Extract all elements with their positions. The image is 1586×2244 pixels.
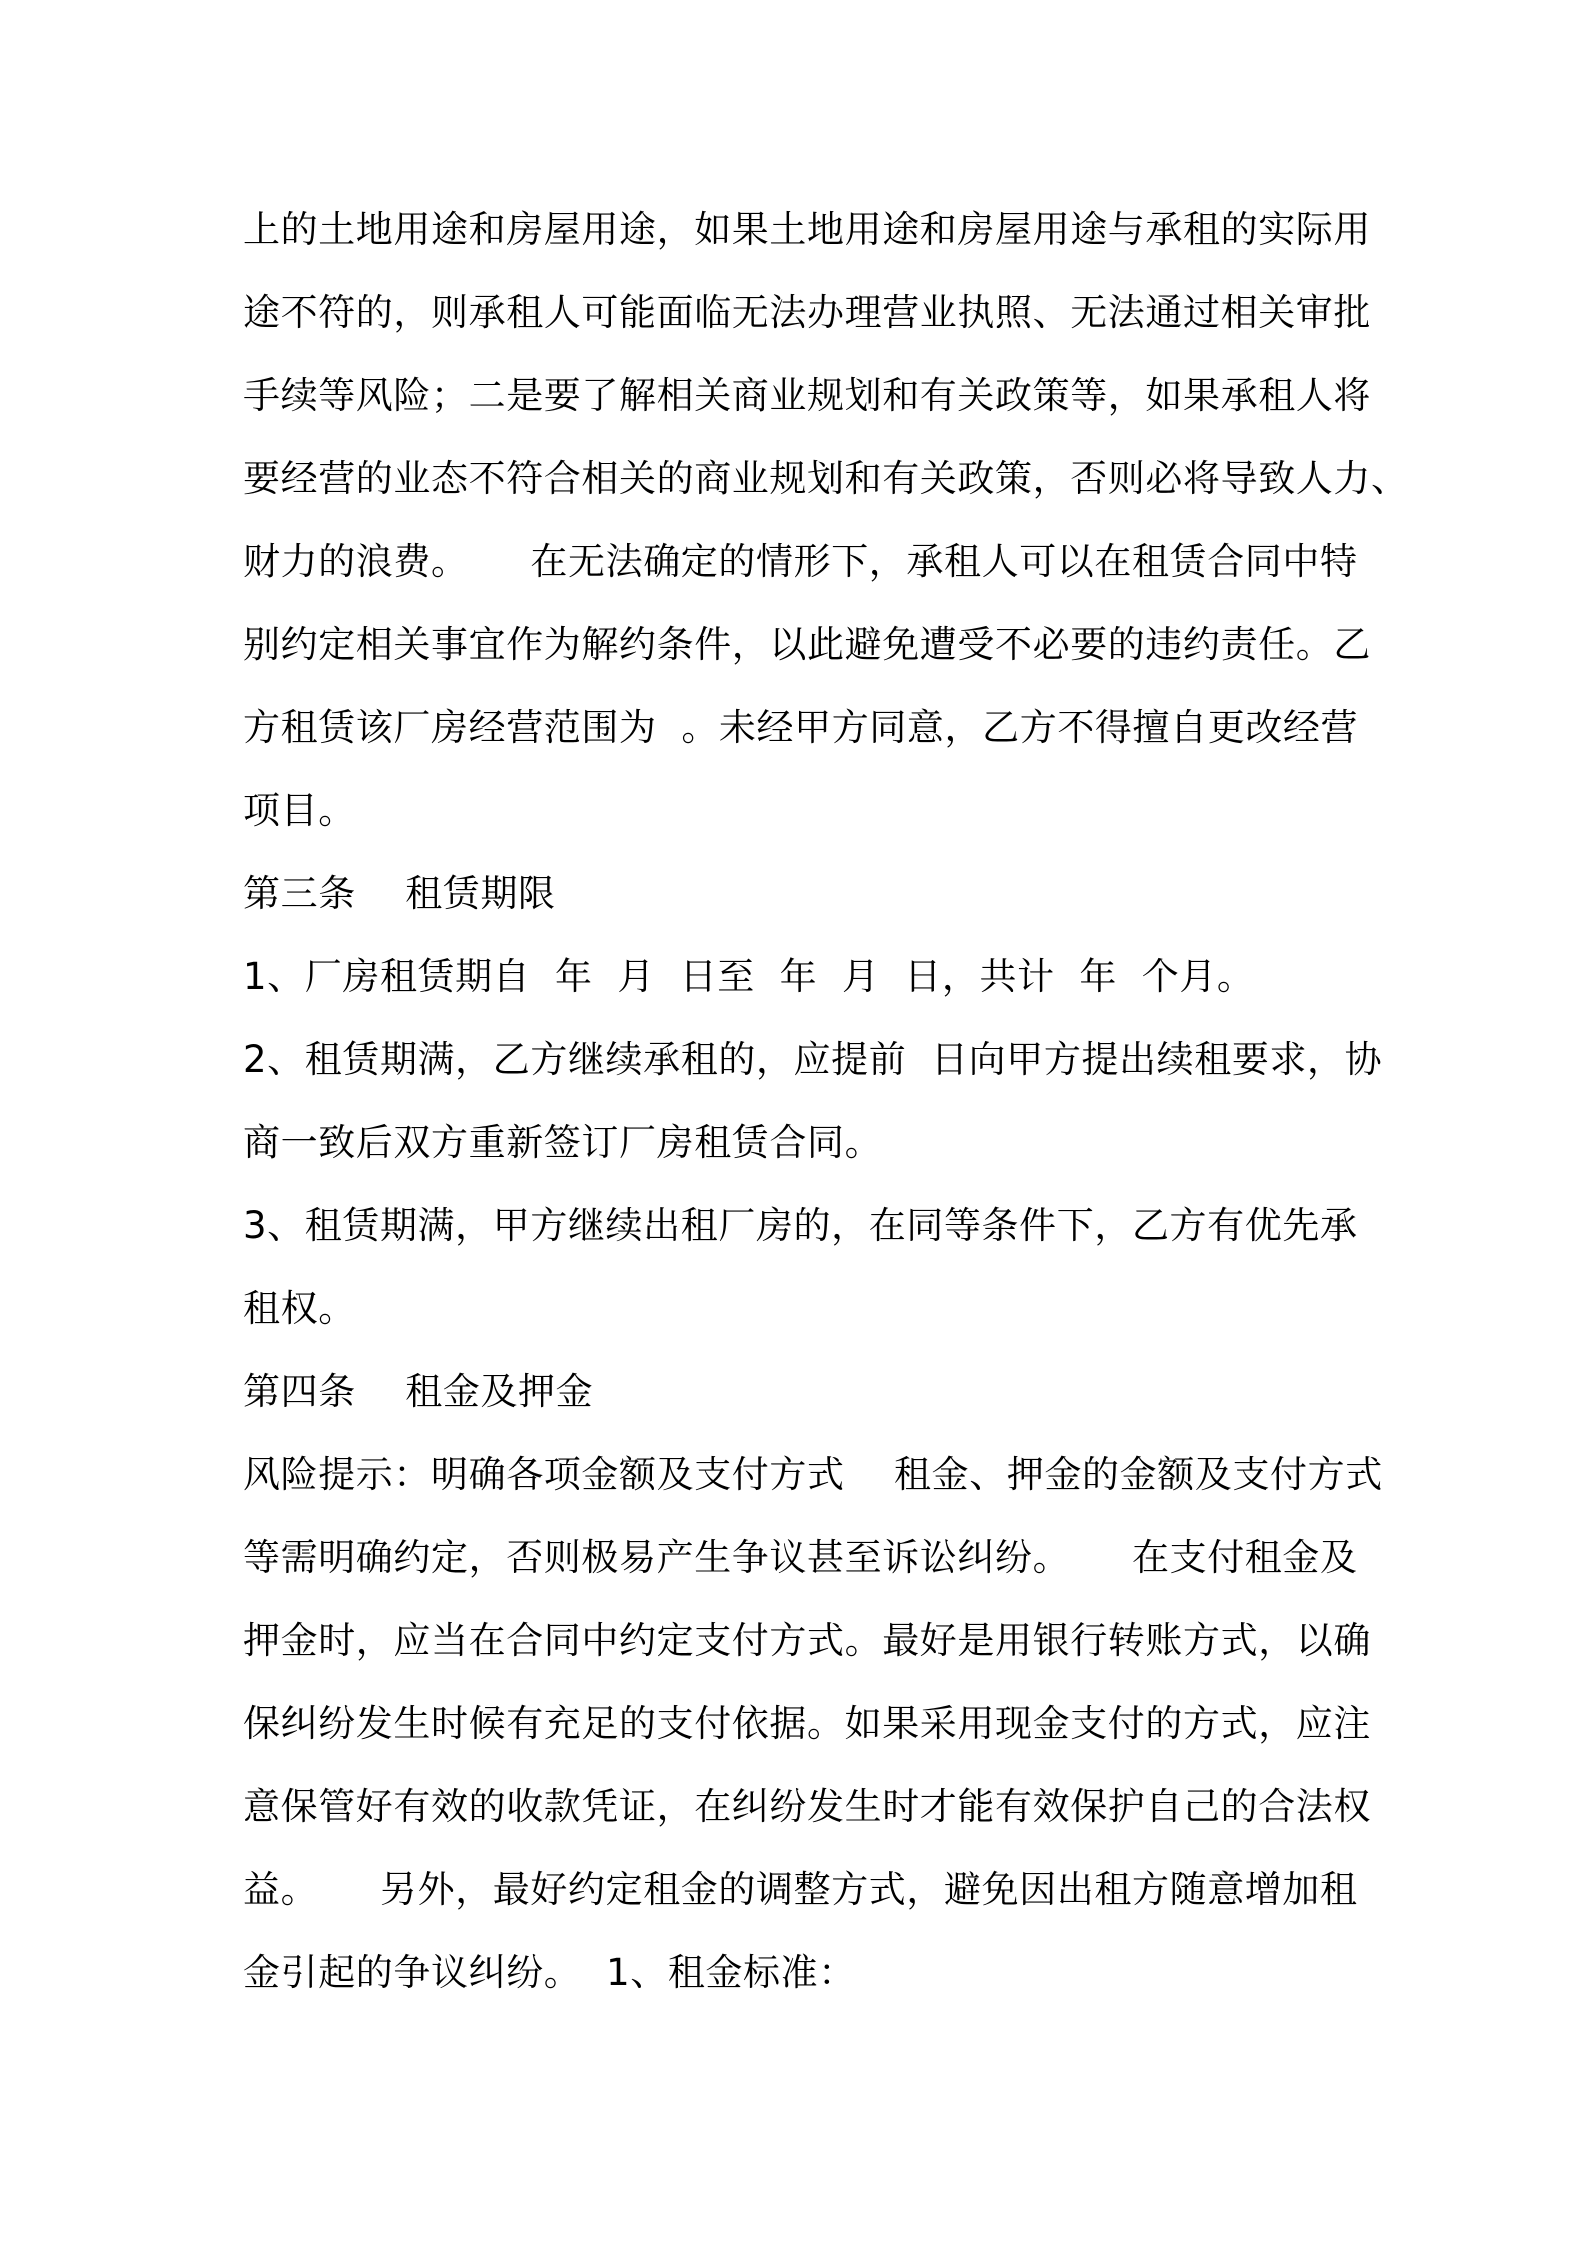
text-line-13: 3、租赁期满，甲方继续出租厂房的，在同等条件下，乙方有优先承: [243, 1204, 1358, 1247]
text-line-4: 要经营的业态不符合相关的商业规划和有关政策，否则必将导致人力、: [243, 457, 1409, 500]
text-line-12: 商一致后双方重新签订厂房租赁合同。: [243, 1121, 883, 1164]
text-line-22: 金引起的争议纠纷。 1、租金标准：: [243, 1951, 856, 1994]
text-line-20: 意保管好有效的收款凭证，在纠纷发生时才能有效保护自己的合法权: [243, 1785, 1371, 1828]
text-line-11: 2、租赁期满，乙方继续承租的，应提前 日向甲方提出续租要求，协: [243, 1038, 1383, 1081]
section-heading-article-3: 第三条 租赁期限: [243, 872, 556, 915]
text-line-19: 保纠纷发生时候有充足的支付依据。如果采用现金支付的方式，应注: [243, 1702, 1371, 1745]
text-line-16: 风险提示：明确各项金额及支付方式 租金、押金的金额及支付方式: [243, 1453, 1383, 1496]
text-line-8: 项目。: [243, 789, 356, 832]
text-line-18: 押金时，应当在合同中约定支付方式。最好是用银行转账方式，以确: [243, 1619, 1371, 1662]
text-line-21: 益。 另外，最好约定租金的调整方式，避免因出租方随意增加租: [243, 1868, 1358, 1911]
text-line-10: 1、厂房租赁期自 年 月 日至 年 月 日，共计 年 个月。: [243, 955, 1255, 998]
text-line-17: 等需明确约定，否则极易产生争议甚至诉讼纠纷。 在支付租金及: [243, 1536, 1358, 1579]
text-line-14: 租权。: [243, 1287, 356, 1330]
text-line-7: 方租赁该厂房经营范围为 。未经甲方同意，乙方不得擅自更改经营: [243, 706, 1359, 749]
text-line-3: 手续等风险；二是要了解相关商业规划和有关政策等，如果承租人将: [243, 374, 1371, 417]
text-line-2: 途不符的，则承租人可能面临无法办理营业执照、无法通过相关审批: [243, 291, 1371, 334]
text-line-5: 财力的浪费。 在无法确定的情形下，承租人可以在租赁合同中特: [243, 540, 1358, 583]
text-line-1: 上的土地用途和房屋用途，如果土地用途和房屋用途与承租的实际用: [243, 208, 1371, 251]
text-line-6: 别约定相关事宜作为解约条件，以此避免遭受不必要的违约责任。乙: [243, 623, 1371, 666]
section-heading-article-4: 第四条 租金及押金: [243, 1370, 594, 1413]
